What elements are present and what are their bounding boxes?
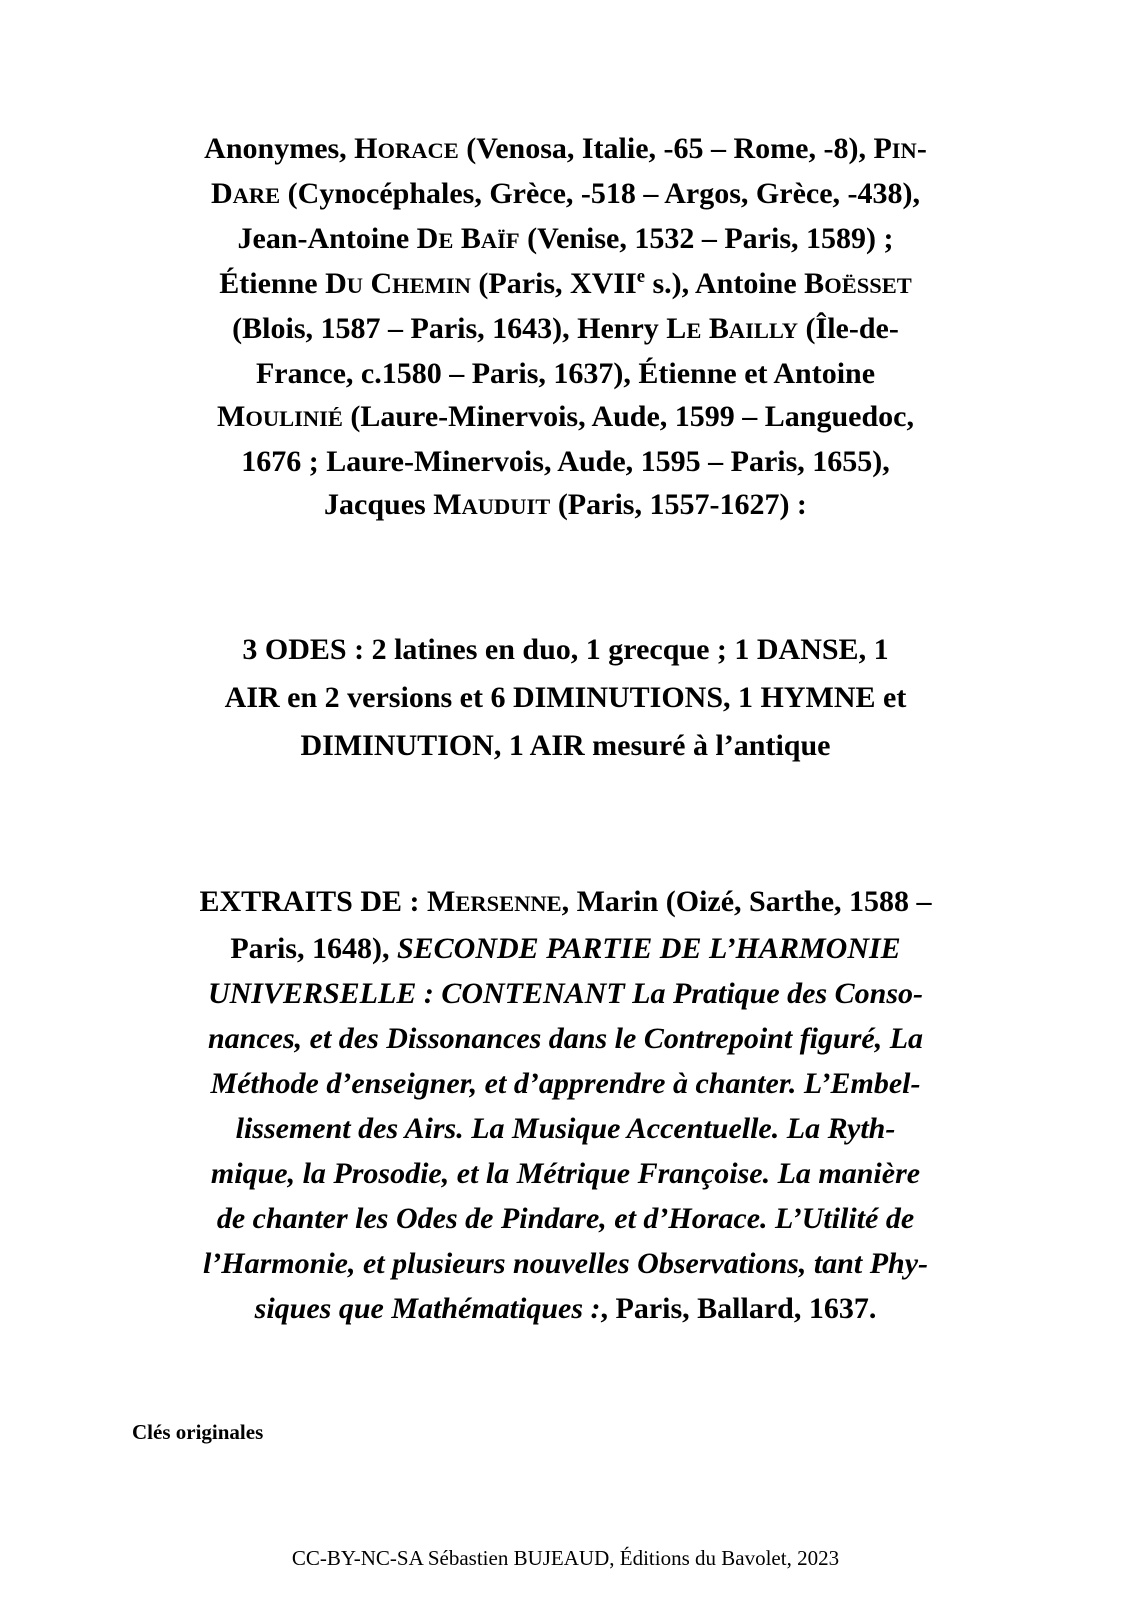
text-line bbox=[0, 307, 1131, 352]
text-segment: , Paris, Ballard, 1637. bbox=[600, 1292, 877, 1325]
text-segment: ORACE bbox=[377, 138, 459, 163]
text-segment: l’Harmonie, et plusieurs nouvelles Observations, tant Phy- bbox=[202, 1247, 929, 1280]
text-segment: OËSSET bbox=[824, 273, 912, 298]
text-segment: (Paris, 1557-1627) : bbox=[550, 488, 807, 521]
text-line bbox=[0, 217, 1131, 262]
text-segment: (Laure-Minervois, Aude, 1599 – Languedoc, bbox=[342, 400, 914, 433]
text-line bbox=[0, 483, 1131, 528]
text-segment: D bbox=[210, 177, 233, 210]
text-segment: Étienne D bbox=[219, 267, 347, 300]
text-line bbox=[0, 172, 1131, 217]
text-segment: UNIVERSELLE : CONTENANT La Pratique des Conso- bbox=[207, 977, 924, 1010]
text-segment: B bbox=[453, 222, 481, 255]
text-segment: M bbox=[217, 400, 246, 433]
text-segment: (Cynocéphales, Grèce, -518 – Argos, Grèce, -438), bbox=[280, 177, 921, 210]
text-line bbox=[0, 626, 1131, 674]
text-segment: lissement des Airs. La Musique Accentuelle. La Ryth- bbox=[235, 1112, 896, 1145]
source-paragraph bbox=[0, 879, 1131, 1331]
text-segment: ARE bbox=[232, 183, 281, 208]
clefs-note: Clés originales bbox=[132, 1420, 264, 1444]
text-line bbox=[0, 1286, 1131, 1331]
text-segment: Jean-Antoine D bbox=[237, 222, 439, 255]
text-line bbox=[0, 1151, 1131, 1196]
text-segment: (Île-de- bbox=[798, 312, 899, 345]
text-segment: France, c.1580 – Paris, 1637), Étienne et Antoine bbox=[255, 357, 876, 390]
text-line bbox=[0, 127, 1131, 172]
text-segment: 1676 ; Laure-Minervois, Aude, 1595 – Paris, 1655), bbox=[241, 445, 890, 478]
text-line bbox=[0, 440, 1131, 483]
contents-paragraph bbox=[0, 626, 1131, 770]
text-segment: AÏF bbox=[480, 228, 520, 253]
text-segment: 3 ODES : 2 latines en duo, 1 grecque ; 1 DANSE, 1 bbox=[242, 633, 889, 666]
text-line bbox=[0, 971, 1131, 1016]
text-segment: IN bbox=[891, 138, 917, 163]
text-segment: C bbox=[362, 267, 393, 300]
text-line bbox=[0, 1241, 1131, 1286]
text-segment: s.), Antoine B bbox=[645, 267, 825, 300]
text-line bbox=[0, 1016, 1131, 1061]
text-segment: SECONDE PARTIE DE L’HARMONIE bbox=[396, 932, 901, 965]
text-segment: mique, la Prosodie, et la Métrique Françoise. La manière bbox=[210, 1157, 921, 1190]
text-line bbox=[0, 722, 1131, 770]
text-segment: (Blois, 1587 – Paris, 1643), Henry L bbox=[232, 312, 687, 345]
text-segment: B bbox=[701, 312, 729, 345]
text-segment: ERSENNE bbox=[455, 891, 562, 916]
text-segment: AUDUIT bbox=[461, 494, 551, 519]
text-segment: de chanter les Odes de Pindare, et d’Horace. L’Utilité de bbox=[216, 1202, 915, 1235]
text-segment: AIR en 2 versions et 6 DIMINUTIONS, 1 HYMNE et bbox=[224, 681, 907, 714]
text-segment: E bbox=[438, 228, 454, 253]
text-segment: e bbox=[636, 266, 645, 287]
text-segment: (Venise, 1532 – Paris, 1589) ; bbox=[519, 222, 894, 255]
license-footer: CC-BY-NC-SA Sébastien BUJEAUD, Éditions du Bavolet, 2023 bbox=[291, 1546, 840, 1570]
text-line bbox=[0, 674, 1131, 722]
text-line bbox=[0, 1106, 1131, 1151]
text-segment: DIMINUTION, 1 AIR mesuré à l’antique bbox=[300, 729, 831, 762]
text-segment: AILLY bbox=[728, 318, 799, 343]
text-line bbox=[0, 1061, 1131, 1106]
text-line bbox=[0, 395, 1131, 440]
text-segment: Anonymes, H bbox=[204, 132, 378, 165]
text-segment: EXTRAITS DE : M bbox=[199, 885, 456, 918]
text-segment: E bbox=[686, 318, 702, 343]
text-segment: siques que Mathématiques : bbox=[254, 1292, 601, 1325]
text-segment: Paris, 1648), bbox=[230, 932, 397, 965]
text-segment: U bbox=[346, 273, 363, 298]
text-segment: nances, et des Dissonances dans le Contrepoint figuré, La bbox=[207, 1022, 924, 1055]
text-segment: Jacques M bbox=[324, 488, 462, 521]
text-segment: (Paris, XVII bbox=[470, 267, 637, 300]
text-line bbox=[0, 262, 1131, 307]
text-line bbox=[0, 879, 1131, 926]
text-segment: - bbox=[916, 132, 927, 165]
composers-paragraph bbox=[0, 127, 1131, 528]
text-segment: HEMIN bbox=[392, 273, 471, 298]
text-line bbox=[0, 1196, 1131, 1241]
text-segment: , Marin (Oizé, Sarthe, 1588 – bbox=[561, 885, 932, 918]
text-segment: (Venosa, Italie, -65 – Rome, -8), P bbox=[458, 132, 892, 165]
text-line bbox=[0, 926, 1131, 971]
text-segment: OULINIÉ bbox=[245, 406, 343, 431]
text-segment: Méthode d’enseigner, et d’apprendre à chanter. L’Embel- bbox=[210, 1067, 921, 1100]
text-line bbox=[0, 352, 1131, 395]
